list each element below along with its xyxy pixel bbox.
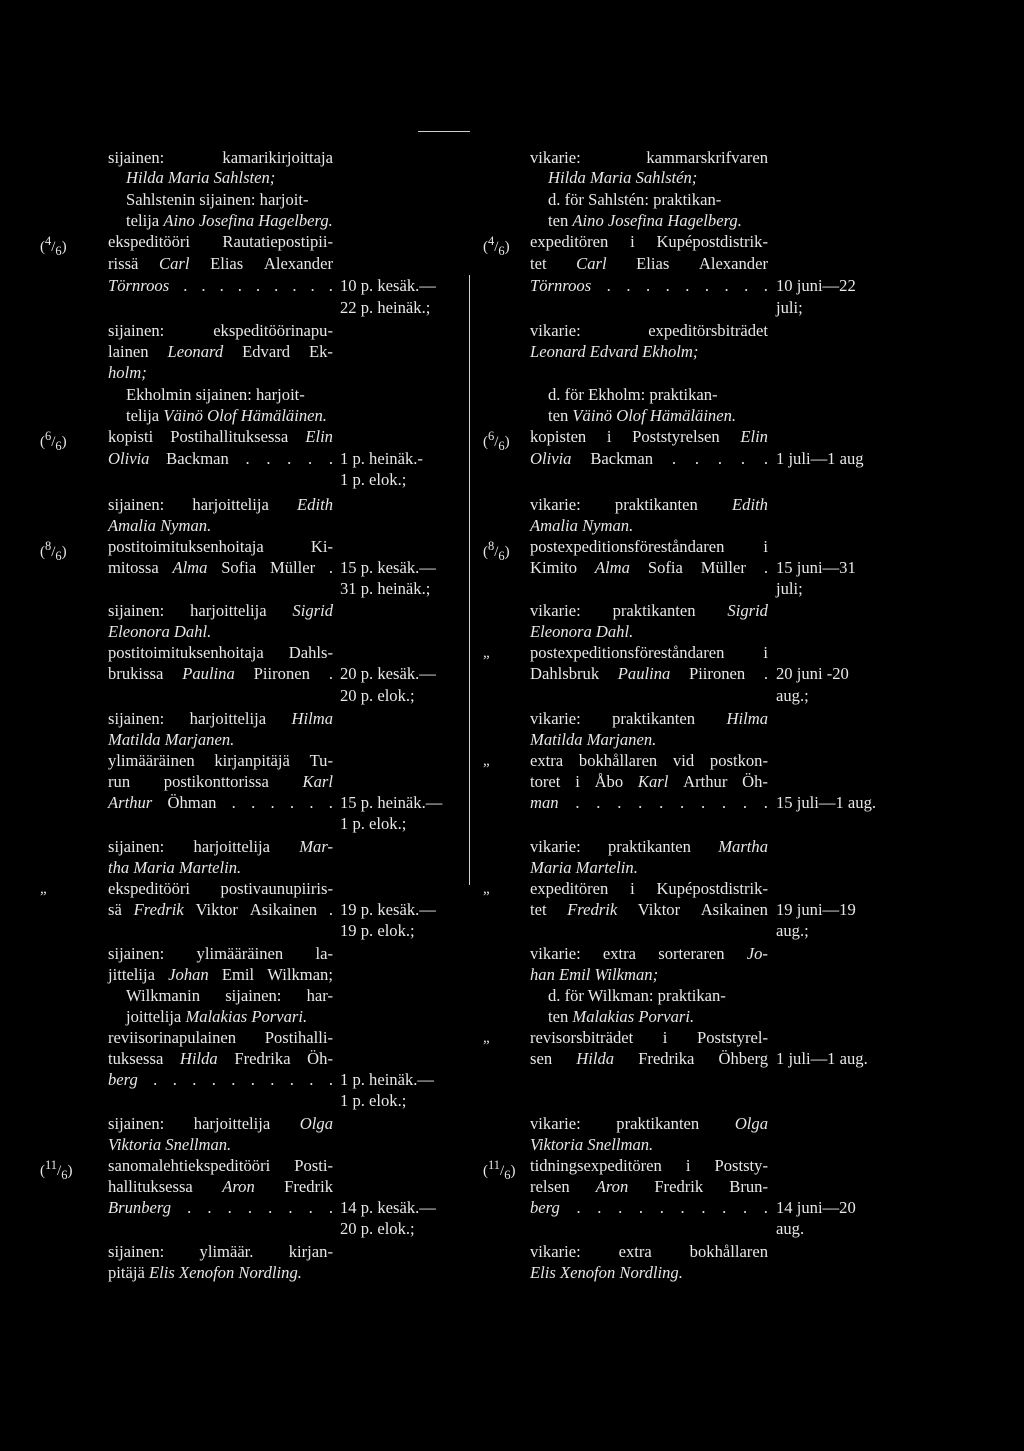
finnish-text-line: Brunberg . . . . . . . . <box>108 1198 333 1217</box>
swedish-period: 19 juni—19 <box>776 900 856 919</box>
swedish-text-line: vikarie: praktikanten Sigrid <box>530 601 768 620</box>
finnish-text-line: hallituksessa Aron Fredrik <box>108 1177 333 1196</box>
swedish-period: 14 juni—20 <box>776 1198 856 1217</box>
swedish-text-line: postexpeditionsföreståndaren i <box>530 643 768 662</box>
swedish-text-line: ten Malakias Porvari. <box>548 1007 695 1026</box>
finnish-text-line: postitoimituksenhoitaja Dahls- <box>108 643 333 662</box>
finnish-text-line: joittelija Malakias Porvari. <box>126 1007 308 1026</box>
finnish-text-line: Wilkmanin sijainen: har- <box>126 986 333 1005</box>
finnish-text-line: lainen Leonard Edvard Ek- <box>108 342 333 361</box>
finnish-text-line: tha Maria Martelin. <box>108 858 242 877</box>
swedish-text-line: Törnroos . . . . . . . . . <box>530 276 768 295</box>
finnish-text-line: Olivia Backman . . . . . <box>108 449 333 468</box>
finnish-period: 22 p. heinäk.; <box>340 298 431 317</box>
swedish-text-line: Hilda Maria Sahlstén; <box>548 168 698 187</box>
swedish-period: aug.; <box>776 686 809 705</box>
finnish-text-line: telija Aino Josefina Hagelberg. <box>126 211 333 230</box>
swedish-text-line: toret i Åbo Karl Arthur Öh- <box>530 772 768 791</box>
swedish-date-marker: $(^4/_6)$ <box>483 234 510 258</box>
swedish-text-line: Amalia Nyman. <box>530 516 634 535</box>
finnish-text-line: Ekholmin sijainen: harjoit- <box>126 385 305 404</box>
finnish-text-line: ylimääräinen kirjanpitäjä Tu- <box>108 751 333 770</box>
finnish-period: 19 p. elok.; <box>340 921 415 940</box>
finnish-text-line: mitossa Alma Sofia Müller . <box>108 558 333 577</box>
swedish-text-line: Elis Xenofon Nordling. <box>530 1263 683 1282</box>
swedish-period: 15 juni—31 <box>776 558 856 577</box>
swedish-text-line: vikarie: expeditörsbiträdet <box>530 321 768 340</box>
finnish-text-line: ekspeditööri Rautatiepostipii- <box>108 232 333 251</box>
finnish-text-line: Sahlstenin sijainen: harjoit- <box>126 190 309 209</box>
swedish-text-line: postexpeditionsföreståndaren i <box>530 537 768 556</box>
finnish-period: 15 p. heinäk.— <box>340 793 443 812</box>
finnish-text-line: sijainen: harjoittelija Olga <box>108 1114 333 1133</box>
swedish-text-line: expeditören i Kupépostdistrik- <box>530 879 768 898</box>
finnish-period: 31 p. heinäk.; <box>340 579 431 598</box>
swedish-text-line: vikarie: kammarskrifvaren <box>530 148 768 167</box>
finnish-text-line: brukissa Paulina Piironen . <box>108 664 333 683</box>
finnish-text-line: sanomalehtiekspeditööri Posti- <box>108 1156 333 1175</box>
swedish-text-line: ten Väinö Olof Hämäläinen. <box>548 406 737 425</box>
finnish-date-marker: $(^4/_6)$ <box>40 234 67 258</box>
finnish-text-line: rissä Carl Elias Alexander <box>108 254 333 273</box>
swedish-text-line: revisorsbiträdet i Poststyrel- <box>530 1028 768 1047</box>
finnish-period: 1 p. heinäk.- <box>340 449 423 468</box>
finnish-period: 19 p. kesäk.— <box>340 900 436 919</box>
swedish-text-line: vikarie: praktikanten Edith <box>530 495 768 514</box>
finnish-date-marker: $(^8/_6)$ <box>40 539 67 563</box>
swedish-text-line: sen Hilda Fredrika Öhberg <box>530 1049 768 1068</box>
finnish-text-line: postitoimituksenhoitaja Ki- <box>108 537 333 556</box>
swedish-text-line: vikarie: extra bokhållaren <box>530 1242 768 1261</box>
finnish-text-line: Matilda Marjanen. <box>108 730 235 749</box>
swedish-text-line: Maria Martelin. <box>530 858 638 877</box>
finnish-text-line: reviisorinapulainen Postihalli- <box>108 1028 333 1047</box>
swedish-text-line: tidningsexpeditören i Poststy- <box>530 1156 768 1175</box>
swedish-text-line: Leonard Edvard Ekholm; <box>530 342 699 361</box>
swedish-text-line: extra bokhållaren vid postkon- <box>530 751 768 770</box>
swedish-date-marker: „ <box>483 1030 490 1046</box>
swedish-text-line: Olivia Backman . . . . . <box>530 449 768 468</box>
swedish-text-line: d. för Wilkman: praktikan- <box>548 986 726 1005</box>
swedish-period: juli; <box>776 298 803 317</box>
swedish-date-marker: $(^{11}/_6)$ <box>483 1158 516 1182</box>
swedish-text-line: d. för Ekholm: praktikan- <box>548 385 718 404</box>
finnish-text-line: sijainen: kamarikirjoittaja <box>108 148 333 167</box>
swedish-period: 1 juli—1 aug <box>776 449 864 468</box>
swedish-text-line: Viktoria Snellman. <box>530 1135 654 1154</box>
swedish-text-line: vikarie: praktikanten Olga <box>530 1114 768 1133</box>
swedish-text-line: vikarie: praktikanten Hilma <box>530 709 768 728</box>
swedish-period: juli; <box>776 579 803 598</box>
finnish-text-line: sijainen: harjoittelija Mar- <box>108 837 333 856</box>
swedish-text-line: vikarie: praktikanten Martha <box>530 837 768 856</box>
swedish-text-line: tet Fredrik Viktor Asikainen <box>530 900 768 919</box>
finnish-text-line: Viktoria Snellman. <box>108 1135 232 1154</box>
swedish-text-line: kopisten i Poststyrelsen Elin <box>530 427 768 446</box>
finnish-text-line: sijainen: harjoittelija Edith <box>108 495 333 514</box>
finnish-text-line: Törnroos . . . . . . . . . <box>108 276 333 295</box>
finnish-period: 1 p. heinäk.— <box>340 1070 435 1089</box>
swedish-date-marker: „ <box>483 753 490 769</box>
finnish-date-marker: $(^6/_6)$ <box>40 429 67 453</box>
swedish-text-line: d. för Sahlstén: praktikan- <box>548 190 722 209</box>
swedish-date-marker: $(^6/_6)$ <box>483 429 510 453</box>
finnish-text-line: sijainen: ekspeditöörinapu- <box>108 321 333 340</box>
finnish-text-line: Hilda Maria Sahlsten; <box>126 168 276 187</box>
finnish-text-line: sijainen: harjoittelija Sigrid <box>108 601 333 620</box>
finnish-text-line: run postikonttorissa Karl <box>108 772 333 791</box>
swedish-date-marker: „ <box>483 645 490 661</box>
swedish-text-line: han Emil Wilkman; <box>530 965 659 984</box>
finnish-period: 1 p. elok.; <box>340 814 407 833</box>
swedish-text-line: Kimito Alma Sofia Müller . <box>530 558 768 577</box>
finnish-text-line: holm; <box>108 363 147 382</box>
swedish-period: 10 juni—22 <box>776 276 856 295</box>
finnish-period: 20 p. kesäk.— <box>340 664 436 683</box>
finnish-text-line: telija Väinö Olof Hämäläinen. <box>126 406 327 425</box>
swedish-text-line: Matilda Marjanen. <box>530 730 657 749</box>
swedish-text-line: man . . . . . . . . . . <box>530 793 768 812</box>
swedish-text-line: relsen Aron Fredrik Brun- <box>530 1177 768 1196</box>
swedish-text-line: ten Aino Josefina Hagelberg. <box>548 211 742 230</box>
finnish-text-line: berg . . . . . . . . . . <box>108 1070 333 1089</box>
finnish-text-line: Eleonora Dahl. <box>108 622 212 641</box>
finnish-text-line: sijainen: ylimäär. kirjan- <box>108 1242 333 1261</box>
swedish-text-line: berg . . . . . . . . . . <box>530 1198 768 1217</box>
swedish-date-marker: $(^8/_6)$ <box>483 539 510 563</box>
finnish-period: 1 p. elok.; <box>340 470 407 489</box>
finnish-period: 15 p. kesäk.— <box>340 558 436 577</box>
column-divider <box>469 275 470 885</box>
top-rule <box>418 131 470 132</box>
swedish-period: aug.; <box>776 921 809 940</box>
finnish-date-marker: „ <box>40 881 47 897</box>
finnish-text-line: Arthur Öhman . . . . . . <box>108 793 333 812</box>
swedish-period: aug. <box>776 1219 805 1238</box>
finnish-period: 20 p. elok.; <box>340 1219 415 1238</box>
finnish-period: 20 p. elok.; <box>340 686 415 705</box>
swedish-text-line: Eleonora Dahl. <box>530 622 634 641</box>
finnish-text-line: sijainen: ylimääräinen la- <box>108 944 333 963</box>
finnish-text-line: tuksessa Hilda Fredrika Öh- <box>108 1049 333 1068</box>
finnish-period: 10 p. kesäk.— <box>340 276 436 295</box>
finnish-period: 1 p. elok.; <box>340 1091 407 1110</box>
finnish-text-line: ekspeditööri postivaunupiiris- <box>108 879 333 898</box>
finnish-period: 14 p. kesäk.— <box>340 1198 436 1217</box>
finnish-date-marker: $(^{11}/_6)$ <box>40 1158 73 1182</box>
swedish-text-line: vikarie: extra sorteraren Jo- <box>530 944 768 963</box>
finnish-text-line: kopisti Postihallituksessa Elin <box>108 427 333 446</box>
finnish-text-line: sijainen: harjoittelija Hilma <box>108 709 333 728</box>
finnish-text-line: pitäjä Elis Xenofon Nordling. <box>108 1263 302 1282</box>
swedish-period: 1 juli—1 aug. <box>776 1049 868 1068</box>
finnish-text-line: Amalia Nyman. <box>108 516 212 535</box>
swedish-period: 15 juli—1 aug. <box>776 793 877 812</box>
swedish-text-line: tet Carl Elias Alexander <box>530 254 768 273</box>
swedish-text-line: expeditören i Kupépostdistrik- <box>530 232 768 251</box>
finnish-text-line: sä Fredrik Viktor Asikainen . <box>108 900 333 919</box>
swedish-text-line: Dahlsbruk Paulina Piironen . <box>530 664 768 683</box>
swedish-period: 20 juni -20 <box>776 664 849 683</box>
finnish-text-line: jittelija Johan Emil Wilkman; <box>108 965 333 984</box>
swedish-date-marker: „ <box>483 881 490 897</box>
